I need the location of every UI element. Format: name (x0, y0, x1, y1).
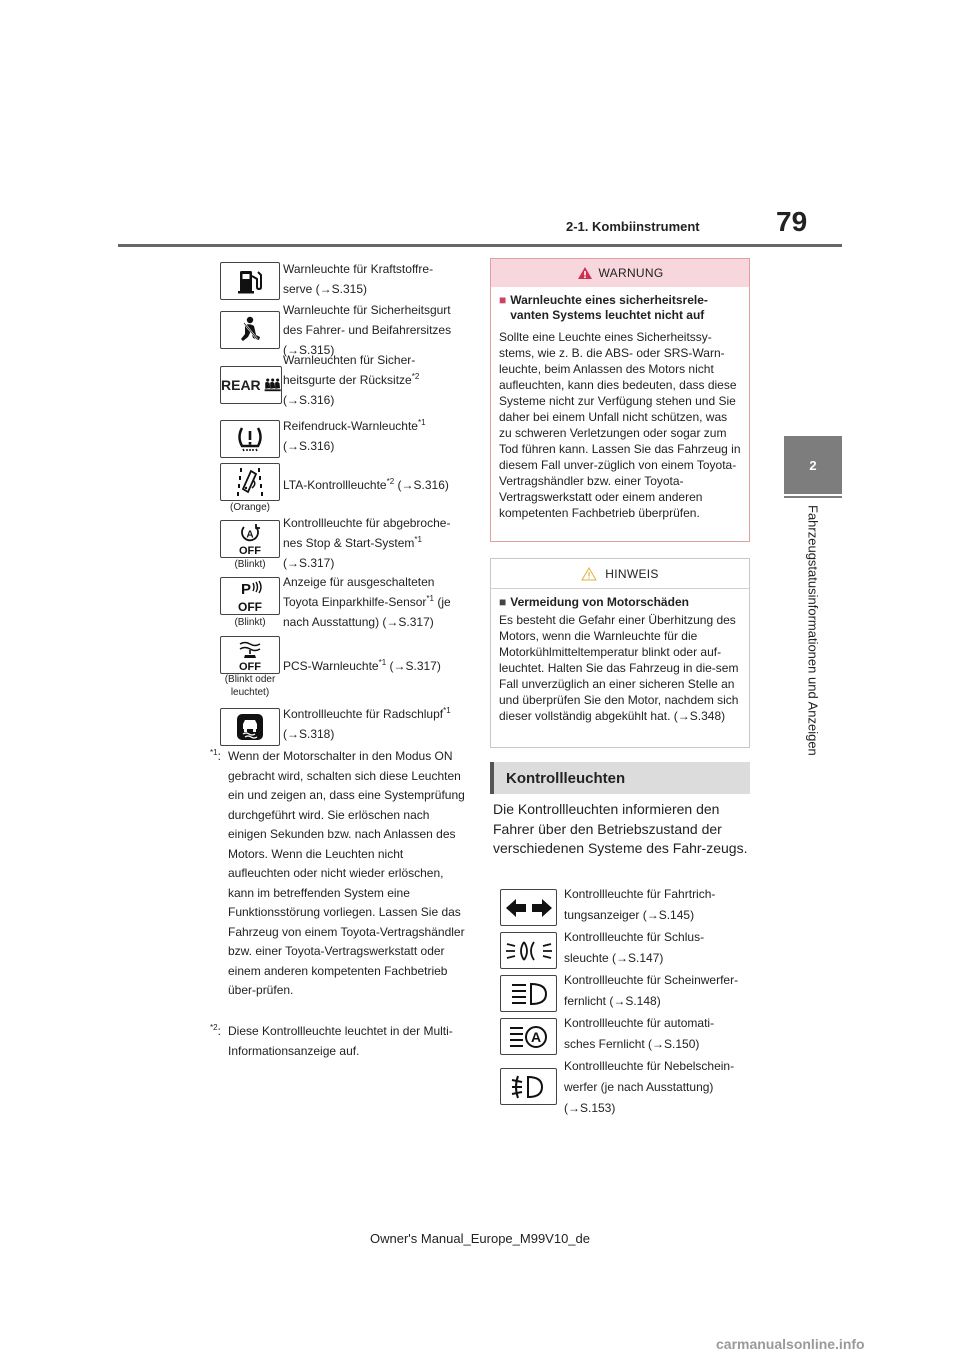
notice-body: Es besteht die Gefahr einer Überhitzung des Motors, wenn die Warnleuchte für die Motorkühlmitteltemperatur blinkt oder auf-leuchtet. Halten Sie das Fahrzeug in die-sem Fall unverzüglich an einer sicheren Stelle an und überprüfen Sie den Motor, nachdem sich dieser vollständig abgekühlt hat. (→S.348) (499, 613, 739, 723)
desc-line: (→S.315) (283, 343, 335, 357)
notice-box (490, 558, 750, 748)
auto-a-letter: A (246, 529, 254, 541)
tail-light-icon (500, 932, 557, 969)
control-section-intro: Die Kontrollleuchten informieren den Fahrer über den Betriebszustand der verschiedenen Systeme des Fahr-zeugs. (493, 801, 748, 856)
desc-line: sches Fernlicht (→S.150) (564, 1037, 700, 1051)
chapter-rule (784, 496, 842, 498)
desc-line: Kontrollleuchte für Scheinwerfer- (564, 973, 739, 987)
high-beam-icon (500, 975, 557, 1012)
auto-high-beam-icon (500, 1018, 557, 1055)
off-text: OFF (239, 545, 261, 556)
desc-line: Kontrollleuchte für Schlus- (564, 930, 705, 944)
desc-line: LTA-Kontrollleuchte (283, 478, 387, 492)
desc-line: des Fahrer- und Beifahrersitzes (283, 323, 452, 337)
desc-line: (→S.318) (283, 727, 335, 741)
fog-light-icon (500, 1068, 557, 1105)
pcs-off-icon (220, 636, 280, 674)
desc-line: Warnleuchte für Kraftstoffre- (283, 262, 434, 276)
desc-line: heitsgurte der Rücksitze (283, 373, 412, 387)
warning-box (490, 258, 750, 542)
desc-suffix: (→S.316) (394, 478, 449, 492)
notice-subtitle: Vermeidung von Motorschäden (510, 595, 689, 609)
desc-line: (→S.153) (564, 1101, 616, 1115)
footer-text: Owner's Manual_Europe_M99V10_de (369, 1231, 590, 1246)
icon-sublabel: (Blinkt) (234, 617, 266, 628)
footnote-mark: *1 (378, 658, 387, 667)
control-section-title: Kontrollleuchten (490, 762, 750, 794)
desc-line: Kontrollleuchte für Nebelschein- (564, 1059, 735, 1073)
desc-line: Anzeige für ausgeschalteten (283, 575, 435, 589)
warning-title: WARNUNG (598, 266, 664, 280)
tire-pressure-icon (220, 420, 280, 458)
footnote-mark: *1 (443, 706, 451, 715)
warning-subtitle: Warnleuchte eines sicherheitsrele-vanten Systems leuchtet nicht auf (510, 293, 708, 322)
footnote-mark: *1 (414, 535, 422, 544)
footnote-mark: *2 (210, 1023, 218, 1032)
desc-line: serve (→S.315) (283, 282, 368, 296)
desc-line: Kontrollleuchte für automati- (564, 1016, 715, 1030)
svg-text:P: P (240, 581, 252, 598)
notice-triangle-icon (581, 567, 597, 581)
desc-line: (→S.316) (283, 393, 335, 407)
desc-line: (→S.316) (283, 439, 335, 453)
footnote-mark: *1 (417, 418, 426, 427)
icon-sublabel: (Orange) (229, 502, 270, 513)
desc-line: Warnleuchte für Sicherheitsgurt (283, 303, 451, 317)
square-bullet-icon: ■ (499, 595, 507, 609)
desc-line: nach Ausstattung) (→S.317) (283, 615, 434, 629)
auto-a-letter: A (530, 1028, 541, 1045)
stop-start-off-icon (220, 520, 280, 558)
off-text: OFF (239, 661, 261, 672)
desc-line: Reifendruck-Warnleuchte (283, 419, 418, 433)
rear-label: REAR (221, 377, 261, 393)
desc-line: sleuchte (→S.147) (564, 951, 664, 965)
desc-suffix: (→S.317) (386, 659, 441, 673)
notice-subtitle-row (491, 589, 749, 610)
footnote-1: $^{*1}$: Wenn der Motorschalter in den Modus ON gebracht wird, schalten sich diese Leuchten ein und zeigen an, dass eine Systemprüfung durchgeführt wird. Sie erlöschen nach einigen Sekunden bzw. nach Anlassen des Motors. Wenn die Leuchten nicht aufleuchten oder nicht wieder erlöschen, kann im betreffenden System eine Funktionsstörung vorliegen. Lassen Sie das Fahrzeug von einem Toyota-Vertragshändler bzw. einer Toyota-Vertragswerkstatt oder einem anderen kompetenten Fachbetrieb über-prüfen. (210, 747, 466, 1001)
desc-line: PCS-Warnleuchte (283, 659, 379, 673)
footnote-mark: *2 (386, 477, 395, 486)
desc-line: tungsanzeiger (→S.145) (564, 908, 695, 922)
notice-title: HINWEIS (605, 566, 659, 581)
footnote-text: Wenn der Motorschalter in den Modus ON gebracht wird, schalten sich diese Leuchten ein und zeigen an, dass eine Systemprüfung durchgeführt wird. Sie erlöschen nach einigen Sekunden bzw. nach Anlassen des Motors. Wenn die Leuchten nicht aufleuchten oder nicht wieder erlöschen, kann im betreffenden System eine Funktionsstörung vorliegen. Lassen Sie das Fahrzeug von einem Toyota-Vertragshändler bzw. einer Toyota-Vertragswerkstatt oder einem anderen kompetenten Fachbetrieb über-prüfen. (228, 749, 465, 997)
desc-line: werfer (je nach Ausstattung) (564, 1080, 714, 1094)
desc-suffix: (je (433, 595, 451, 609)
warning-subtitle-row (491, 287, 749, 323)
desc-line: Kontrollleuchte für Fahrtrich- (564, 887, 716, 901)
parking-sensor-off-icon (220, 577, 280, 615)
section-title: 2-1. Kombiinstrument (566, 219, 700, 234)
chapter-tab: 2 (784, 436, 842, 494)
footnote-2: $^{*2}$: Diese Kontrollleuchte leuchtet in der Multi-Informationsanzeige auf. (210, 1022, 466, 1061)
page-number: 79 (776, 206, 808, 237)
seatbelt-icon (220, 311, 280, 349)
watermark: carmanualsonline.info (716, 1336, 865, 1352)
warning-triangle-icon (577, 266, 593, 280)
lta-icon (220, 463, 280, 501)
desc-line: (→S.317) (283, 556, 335, 570)
header-rule (118, 244, 842, 247)
icon-sublabel: (Blinkt) (234, 559, 266, 570)
warning-body: Sollte eine Leuchte eines Sicherheitssy-stems, wie z. B. die ABS- oder SRS-Warn-leuchte, beim Anlassen des Motors nicht aufleuchten, kann dies bedeuten, dass diese Systeme nicht zur Verfügung stehen und Sie daher bei einem Unfall nicht schützen, was zu schweren Verletzungen oder sogar zum Tod führen kann. Lassen Sie das Fahrzeug in diesem Fall unver-züglich von einem Toyota-Vertragshändler bzw. einer Toyota-Vertragswerkstatt oder einem anderen kompetenten Fachbetrieb überprüfen. (499, 330, 741, 520)
rear-seatbelt-icon (220, 366, 282, 404)
desc-line: Toyota Einparkhilfe-Sensor (283, 595, 427, 609)
notice-header (491, 559, 749, 589)
desc-line: Kontrollleuchte für Radschlupf (283, 707, 444, 721)
footnote-mark: *2 (411, 372, 420, 381)
desc-line: Kontrollleuchte für abgebroche- (283, 516, 451, 530)
square-bullet-icon: ■ (499, 293, 507, 307)
desc-line: fernlicht (→S.148) (564, 994, 661, 1008)
icon-sublabel: (Blinkt oder leuchtet) (224, 674, 276, 698)
footnote-mark: *1 (426, 594, 434, 603)
desc-line: nes Stop & Start-System (283, 536, 415, 550)
chapter-label: Fahrzeugstatusinformationen und Anzeigen (805, 505, 821, 756)
desc-line: Warnleuchten für Sicher- (283, 353, 416, 367)
footnote-text: Diese Kontrollleuchte leuchtet in der Multi-Informationsanzeige auf. (228, 1024, 453, 1058)
turn-signal-icon (500, 889, 557, 926)
footnote-mark: *1 (210, 748, 218, 757)
off-text: OFF (238, 600, 262, 613)
fuel-pump-icon (220, 262, 280, 300)
warning-header (491, 259, 749, 287)
slip-indicator-icon (220, 708, 280, 746)
